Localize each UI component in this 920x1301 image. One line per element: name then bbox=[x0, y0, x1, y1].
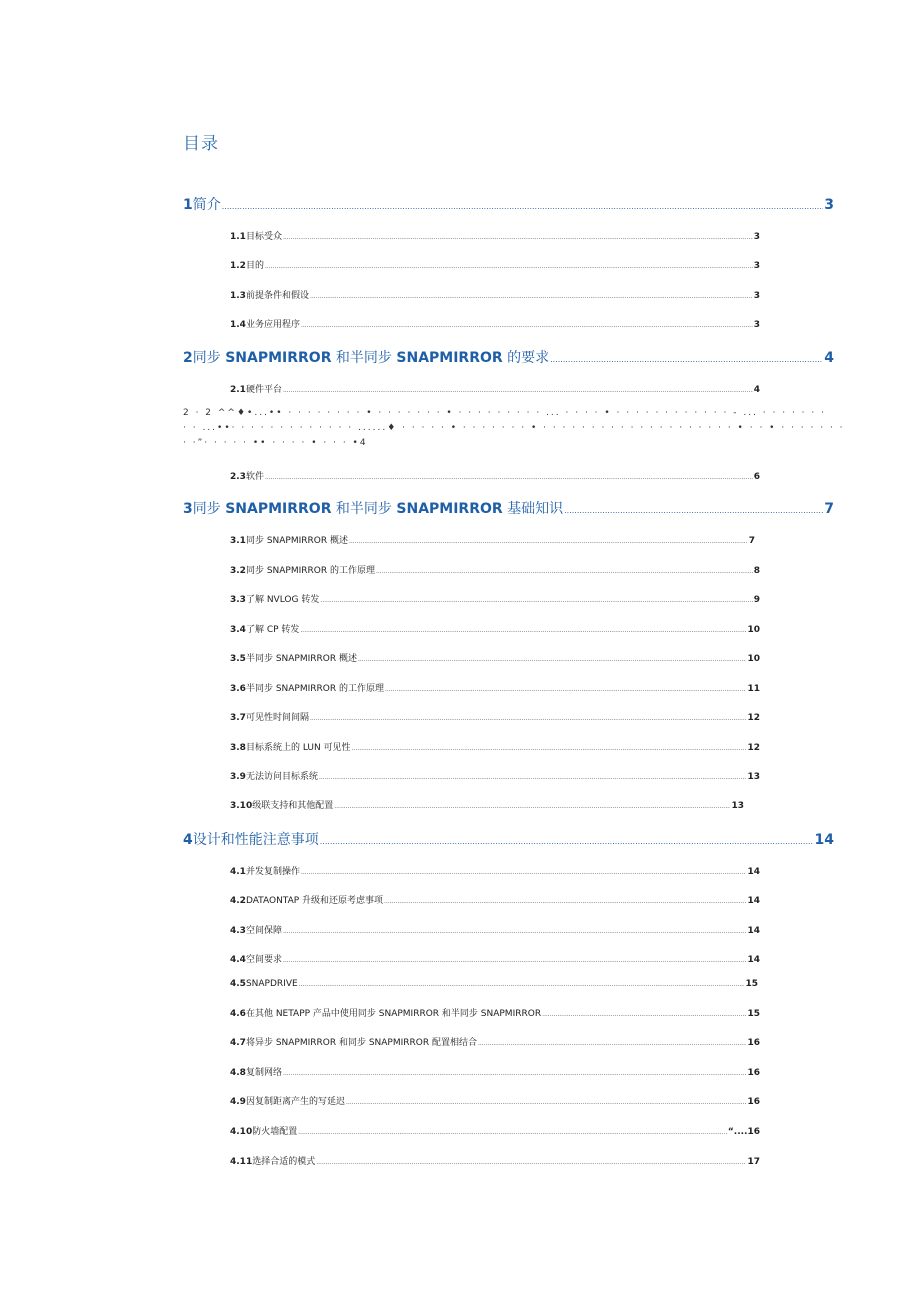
toc-section-row[interactable] bbox=[230, 979, 758, 989]
toc-entry-number: 1.4 bbox=[230, 320, 246, 330]
toc-section-row[interactable] bbox=[230, 288, 760, 301]
toc-dot-leader bbox=[283, 234, 753, 241]
toc-dot-leader bbox=[550, 355, 823, 364]
toc-entry-number: 4.9 bbox=[230, 1097, 246, 1107]
toc-title-part: 和半同步 bbox=[331, 501, 397, 517]
toc-entry-title: 并发复制操作 bbox=[245, 867, 300, 877]
toc-dot-leader bbox=[300, 627, 746, 634]
toc-title-part: 和半同步 bbox=[331, 350, 397, 366]
toc-page-number: 3 bbox=[753, 261, 760, 271]
toc-section-row[interactable] bbox=[230, 258, 760, 271]
toc-dot-leader bbox=[358, 656, 747, 663]
toc-entry-number: 4.1 bbox=[230, 867, 246, 877]
toc-entry-number: 3.5 bbox=[230, 654, 246, 664]
toc-dot-leader bbox=[265, 263, 753, 270]
toc-entry-number: 1.1 bbox=[230, 232, 246, 242]
toc-entry-number: 4.7 bbox=[230, 1038, 246, 1048]
toc-entry-title: 选择合适的模式 bbox=[252, 1157, 316, 1167]
toc-entry-title: 空间保障 bbox=[245, 926, 282, 936]
toc-dot-leader bbox=[376, 568, 753, 575]
toc-entry-title: 可见性时间间隔 bbox=[245, 713, 309, 723]
toc-dot-leader bbox=[334, 803, 730, 810]
toc-entry-number: 2.1 bbox=[230, 385, 246, 395]
toc-entry-number: 1.2 bbox=[230, 261, 246, 271]
toc-dot-leader bbox=[283, 928, 747, 935]
toc-entry-title: 将异步 SNAPMIRROR 和同步 SNAPMIRROR 配置相结合 bbox=[245, 1038, 477, 1048]
toc-entry-title: 了解 CP 转发 bbox=[245, 625, 300, 635]
toc-page-number: 6 bbox=[753, 472, 760, 482]
toc-entry-title: 软件 bbox=[245, 472, 264, 482]
toc-entry-title: 级联支持和其他配置 bbox=[252, 801, 334, 811]
toc-page-number: 14 bbox=[747, 867, 760, 877]
toc-dot-leader bbox=[320, 597, 752, 604]
toc-title-part: 同步 bbox=[192, 501, 226, 517]
toc-section-row[interactable] bbox=[230, 864, 760, 877]
toc-dot-leader bbox=[352, 745, 747, 752]
toc-page-number: 16 bbox=[747, 1097, 760, 1107]
toc-page-number: 15 bbox=[745, 979, 758, 989]
toc-page-number: 14 bbox=[814, 832, 834, 848]
toc-page-number: 15 bbox=[747, 1009, 760, 1019]
toc-entry-title: 设计和性能注意事项 bbox=[192, 832, 319, 848]
toc-dot-leader bbox=[320, 837, 814, 846]
toc-entry-number: 3.6 bbox=[230, 684, 246, 694]
toc-section-row[interactable] bbox=[230, 1065, 760, 1078]
toc-page-number: 10 bbox=[747, 654, 760, 664]
toc-page-number: 16 bbox=[747, 1068, 760, 1078]
toc-section-row[interactable] bbox=[230, 622, 760, 635]
toc-entry-number: 3.8 bbox=[230, 743, 246, 753]
toc-page-number: 3 bbox=[753, 291, 760, 301]
toc-entry-title: 防火墙配置 bbox=[252, 1127, 298, 1137]
toc-page-number: 3 bbox=[824, 197, 834, 213]
toc-section-row[interactable] bbox=[230, 563, 760, 576]
toc-page-number: 13 bbox=[747, 772, 760, 782]
toc-dot-leader bbox=[316, 1159, 746, 1166]
toc-entry-title: 目的 bbox=[245, 261, 264, 271]
toc-dot-leader bbox=[301, 322, 753, 329]
toc-dot-leader bbox=[385, 686, 747, 693]
toc-chapter-row[interactable] bbox=[183, 347, 834, 367]
toc-page-number: 13 bbox=[731, 801, 744, 811]
toc-section-row[interactable] bbox=[230, 740, 760, 753]
toc-page-number: 14 bbox=[747, 955, 760, 965]
toc-page-number: 10 bbox=[747, 625, 760, 635]
toc-section-row[interactable] bbox=[230, 592, 760, 605]
toc-dot-leader bbox=[301, 869, 747, 876]
toc-section-row[interactable] bbox=[230, 893, 760, 906]
toc-title-part: SNAPMIRROR bbox=[396, 501, 503, 517]
toc-dot-leader bbox=[283, 387, 753, 394]
toc-entry-number: 3.10 bbox=[230, 801, 253, 811]
toc-page-number: 4 bbox=[753, 385, 760, 395]
toc-entry-title: 半同步 SNAPMIRROR 的工作原理 bbox=[245, 684, 384, 694]
toc-entry-title: 硬件平台 bbox=[245, 385, 282, 395]
toc-entry-number: 4.8 bbox=[230, 1068, 246, 1078]
toc-chapter-row[interactable] bbox=[183, 194, 834, 214]
toc-entry-number: 1.3 bbox=[230, 291, 246, 301]
toc-title-part: SNAPMIRROR bbox=[225, 350, 332, 366]
toc-entry-title: 空间要求 bbox=[245, 955, 282, 965]
toc-page-number: 7 bbox=[748, 536, 755, 546]
toc-entry-title: 无法访问目标系统 bbox=[245, 772, 318, 782]
toc-dot-leader bbox=[478, 1040, 746, 1047]
toc-page-number: 4 bbox=[824, 350, 834, 366]
toc-dot-leader bbox=[542, 1011, 746, 1018]
toc-entry-title bbox=[193, 347, 549, 367]
toc-entry-title: 前提条件和假设 bbox=[245, 291, 309, 301]
toc-title-part: 同步 bbox=[192, 350, 226, 366]
toc-entry-title: DATAONTAP 升级和还原考虑事项 bbox=[245, 896, 384, 906]
toc-entry-title: 简介 bbox=[192, 197, 221, 213]
toc-dot-leader bbox=[298, 1129, 727, 1136]
toc-entry-title: 了解 NVLOG 转发 bbox=[245, 595, 320, 605]
toc-page-number: 11 bbox=[747, 684, 760, 694]
toc-section-row[interactable] bbox=[230, 952, 760, 965]
toc-page-number: 16 bbox=[747, 1038, 760, 1048]
toc-page-number: 14 bbox=[747, 926, 760, 936]
toc-dot-leader bbox=[564, 506, 823, 515]
toc-page-number: 14 bbox=[747, 896, 760, 906]
toc-page-number: 3 bbox=[753, 320, 760, 330]
toc-entry-title: 同步 SNAPMIRROR 概述 bbox=[245, 536, 348, 546]
toc-entry-title: 同步 SNAPMIRROR 的工作原理 bbox=[245, 566, 375, 576]
toc-entry-title: 复制网络 bbox=[245, 1068, 282, 1078]
toc-entry-title: 半同步 SNAPMIRROR 概述 bbox=[245, 654, 357, 664]
toc-dot-leader bbox=[265, 474, 753, 481]
toc-entry-number: 3 bbox=[183, 501, 193, 517]
toc-entry-number: 3.1 bbox=[230, 536, 246, 546]
toc-entry-title: 目标系统上的 LUN 可见性 bbox=[245, 743, 351, 753]
toc-dot-leader bbox=[346, 1099, 747, 1106]
toc-entry-number: 4.5 bbox=[230, 979, 246, 989]
toc-section-row[interactable] bbox=[230, 1035, 760, 1048]
toc-section-row[interactable] bbox=[230, 710, 760, 723]
toc-entry-number: 2 bbox=[183, 350, 193, 366]
toc-chapter-row[interactable] bbox=[183, 498, 834, 518]
toc-page-number: “....16 bbox=[727, 1127, 760, 1137]
toc-entry-title: 因复制距离产生的写延迟 bbox=[245, 1097, 345, 1107]
toc-entry-number: 2.3 bbox=[230, 472, 246, 482]
toc-title-part: SNAPMIRROR bbox=[396, 350, 503, 366]
toc-section-row[interactable] bbox=[230, 382, 760, 395]
toc-entry-title: SNAPDRIVE bbox=[245, 979, 298, 989]
toc-entry-number: 3.2 bbox=[230, 566, 246, 576]
toc-dot-leader bbox=[319, 774, 747, 781]
toc-dot-leader bbox=[310, 293, 753, 300]
toc-dot-leader bbox=[349, 538, 748, 545]
toc-dot-leader bbox=[384, 898, 746, 905]
toc-section-row[interactable] bbox=[230, 798, 744, 811]
toc-entry-number: 4.11 bbox=[230, 1157, 253, 1167]
toc-title-part: 基础知识 bbox=[502, 501, 564, 517]
toc-entry-number: 4.4 bbox=[230, 955, 246, 965]
toc-title-part: 的要求 bbox=[502, 350, 550, 366]
toc-entry-number: 4.6 bbox=[230, 1009, 246, 1019]
toc-entry-number: 3.7 bbox=[230, 713, 246, 723]
toc-entry-number: 1 bbox=[183, 197, 193, 213]
toc-section-row[interactable] bbox=[230, 1006, 760, 1019]
toc-chapter-row[interactable] bbox=[183, 829, 834, 849]
toc-page-number: 7 bbox=[824, 501, 834, 517]
toc-page-number: 8 bbox=[753, 566, 760, 576]
toc-title-part: SNAPMIRROR bbox=[225, 501, 332, 517]
toc-entry-number: 4.10 bbox=[230, 1127, 253, 1137]
toc-dot-leader bbox=[222, 202, 824, 211]
toc-dot-leader bbox=[310, 715, 747, 722]
toc-entry-title: 业务应用程序 bbox=[245, 320, 300, 330]
toc-dot-leader bbox=[299, 981, 745, 988]
toc-dot-leader bbox=[283, 957, 747, 964]
toc-garbled-entry: 2 · 2 ^^♦•...•• · · · · · · · · • · · · · · · · • · · · · · · · · · ... · · · · • · · · · · · · · · · · · - ... · · · · · · · bbox=[183, 408, 826, 418]
toc-section-row[interactable] bbox=[230, 681, 760, 694]
toc-dot-leader bbox=[283, 1070, 747, 1077]
toc-entry-number: 3.3 bbox=[230, 595, 246, 605]
toc-page-number: 12 bbox=[747, 743, 760, 753]
toc-section-row[interactable] bbox=[230, 1124, 760, 1137]
toc-entry-title: 目标受众 bbox=[245, 232, 282, 242]
toc-garbled-entry: · · ...••· · · · · · · · · · · · · ......♦ · · · · · • · · · · · · · • · · · · · · · · · · · · · · · · · · · · • · · • · · · · · · · bbox=[183, 423, 845, 433]
toc-section-row[interactable] bbox=[230, 651, 760, 664]
toc-entry-number: 4.3 bbox=[230, 926, 246, 936]
toc-section-row[interactable] bbox=[230, 533, 755, 546]
toc-entry-number: 3.9 bbox=[230, 772, 246, 782]
toc-section-row[interactable] bbox=[230, 229, 760, 242]
toc-section-row[interactable] bbox=[230, 1094, 760, 1107]
toc-entry-title: 在其他 NETAPP 产品中使用同步 SNAPMIRROR 和半同步 SNAPMIRROR bbox=[245, 1009, 542, 1019]
toc-section-row[interactable] bbox=[230, 317, 760, 330]
toc-title: 目录 bbox=[183, 134, 219, 154]
toc-section-row[interactable] bbox=[230, 923, 760, 936]
toc-page-number: 9 bbox=[753, 595, 760, 605]
toc-entry-title bbox=[193, 498, 563, 518]
toc-section-row[interactable] bbox=[230, 769, 760, 782]
toc-entry-number: 4 bbox=[183, 832, 193, 848]
toc-entry-number: 3.4 bbox=[230, 625, 246, 635]
toc-section-row[interactable] bbox=[230, 469, 760, 482]
toc-page-number: 17 bbox=[747, 1157, 760, 1167]
toc-section-row[interactable] bbox=[230, 1154, 760, 1167]
toc-entry-number: 4.2 bbox=[230, 896, 246, 906]
toc-garbled-entry: · ·”· · · · · •• · · · · • · · · •4 bbox=[183, 438, 368, 448]
toc-page-number: 3 bbox=[753, 232, 760, 242]
toc-page-number: 12 bbox=[747, 713, 760, 723]
